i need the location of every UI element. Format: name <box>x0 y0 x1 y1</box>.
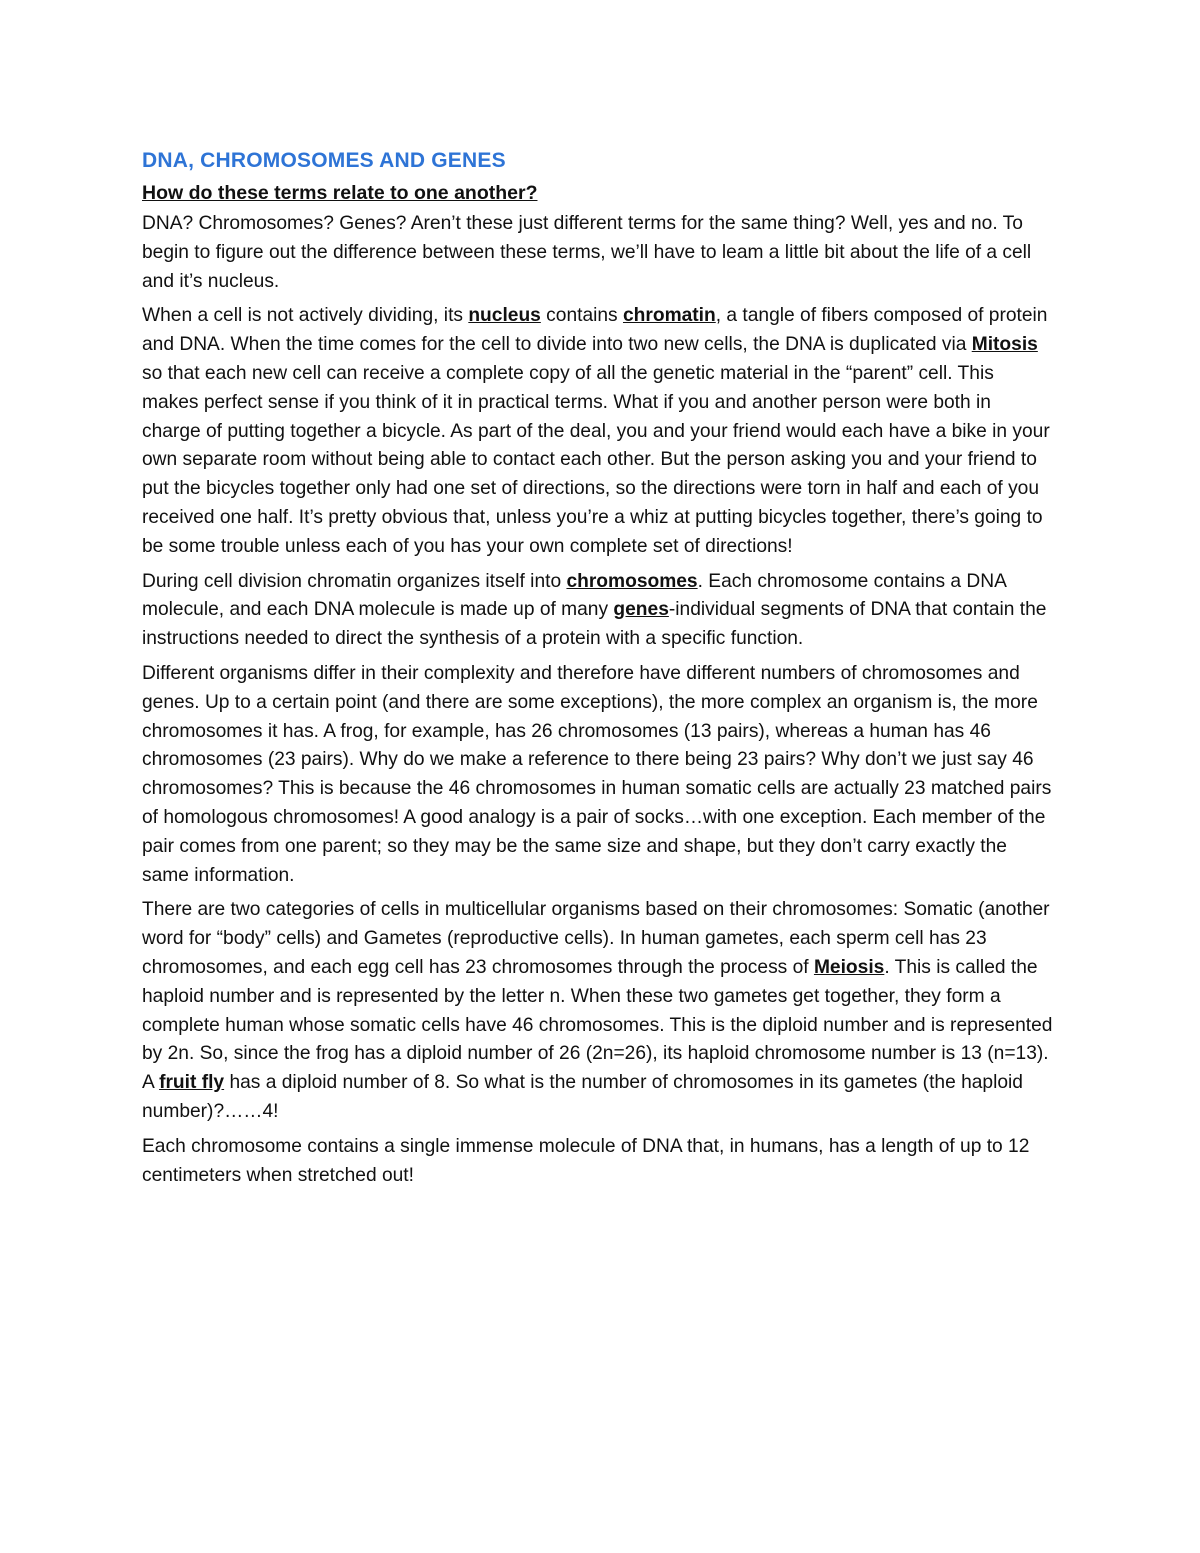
term-fruit-fly: fruit fly <box>159 1072 225 1094</box>
paragraph-text: During cell division chromatin organizes itself into <box>142 570 567 592</box>
paragraph-text: There are two categories of cells in multicellular organisms based on their chromosomes: Somatic (another word for “body” cells) and Gametes (reproductive cells). In human gametes, each sperm cell has 23 chromosomes, and each egg cell has 23 chromosomes through the process of <box>142 899 1050 978</box>
document-title: DNA, CHROMOSOMES AND GENES <box>142 149 506 172</box>
term-nucleus: nucleus <box>468 305 541 327</box>
paragraph-cell-categories <box>142 896 1054 1126</box>
paragraph-text: has a diploid number of 8. So what is the number of chromosomes in its gametes (the haploid number)?……4! <box>142 1072 1023 1122</box>
term-chromosomes: chromosomes <box>566 570 698 592</box>
term-mitosis: Mitosis <box>971 334 1038 356</box>
paragraph-text: . Each chromosome contains a DNA molecule, and each DNA molecule is made up of many <box>142 570 1006 621</box>
document-body <box>142 146 1054 1196</box>
document-subtitle: How do these terms relate to one another? <box>142 182 538 204</box>
paragraph-text: , a tangle of fibers composed of protein and DNA. When the time comes for the cell to divide into two new cells, the DNA is duplicated via <box>142 305 1048 356</box>
term-chromatin: chromatin <box>622 305 716 327</box>
paragraph-text: so that each new cell can receive a complete copy of all the genetic material in the “parent” cell. This makes perfect sense if you think of it in practical terms. What if you and another person were both in charge of putting together a bicycle. As part of the deal, you and your friend would each have a bike in your own separate room without being able to contact each other. But the person asking you and your friend to put the bicycles together only had one set of directions, so the directions were torn in half and each of you received one half. It’s pretty obvious that, unless you’re a whiz at putting bicycles together, there’s going to be some trouble unless each of you has your own complete set of directions! <box>142 362 1050 557</box>
paragraph-nucleus <box>142 302 1054 561</box>
paragraph-chromosomes <box>142 568 1054 654</box>
paragraph-text: -individual segments of DNA that contain the instructions needed to direct the synthesis of a protein with a specific function. <box>142 599 1047 650</box>
term-genes: genes <box>613 599 669 621</box>
paragraph-text: contains <box>540 305 623 327</box>
paragraph-text: . This is called the haploid number and is represented by the letter n. When these two gametes get together, they form a complete human whose somatic cells have 46 chromosomes. This is the diploid number and is represented by 2n. So, since the frog has a diploid number of 26 (2n=26), its haploid chromosome number is 13 (n=13). A <box>142 956 1053 1094</box>
paragraph-text: When a cell is not actively dividing, its <box>142 305 469 327</box>
paragraph-dna-length: Each chromosome contains a single immense molecule of DNA that, in humans, has a length of up to 12 centimeters when stretched out! <box>142 1135 1030 1186</box>
paragraph-intro: DNA? Chromosomes? Genes? Aren’t these just different terms for the same thing? Well, yes and no. To begin to figure out the difference between these terms, we’ll have to leam a little bit about the life of a cell and it’s nucleus. <box>142 213 1032 292</box>
term-meiosis: Meiosis <box>813 956 885 978</box>
paragraph-organisms: Different organisms differ in their complexity and therefore have different numbers of chromosomes and genes. Up to a certain point (and there are some exceptions), the more complex an organism is, the more chromosomes it has. A frog, for example, has 26 chromosomes (13 pairs), whereas a human has 46 chromosomes (23 pairs). Why do we make a reference to there being 23 pairs? Why don’t we just say 46 chromosomes? This is because the 46 chromosomes in human somatic cells are actually 23 matched pairs of homologous chromosomes! A good analogy is a pair of socks…with one exception. Each member of the pair comes from one parent; so they may be the same size and shape, but they don’t carry exactly the same information. <box>142 662 1052 886</box>
